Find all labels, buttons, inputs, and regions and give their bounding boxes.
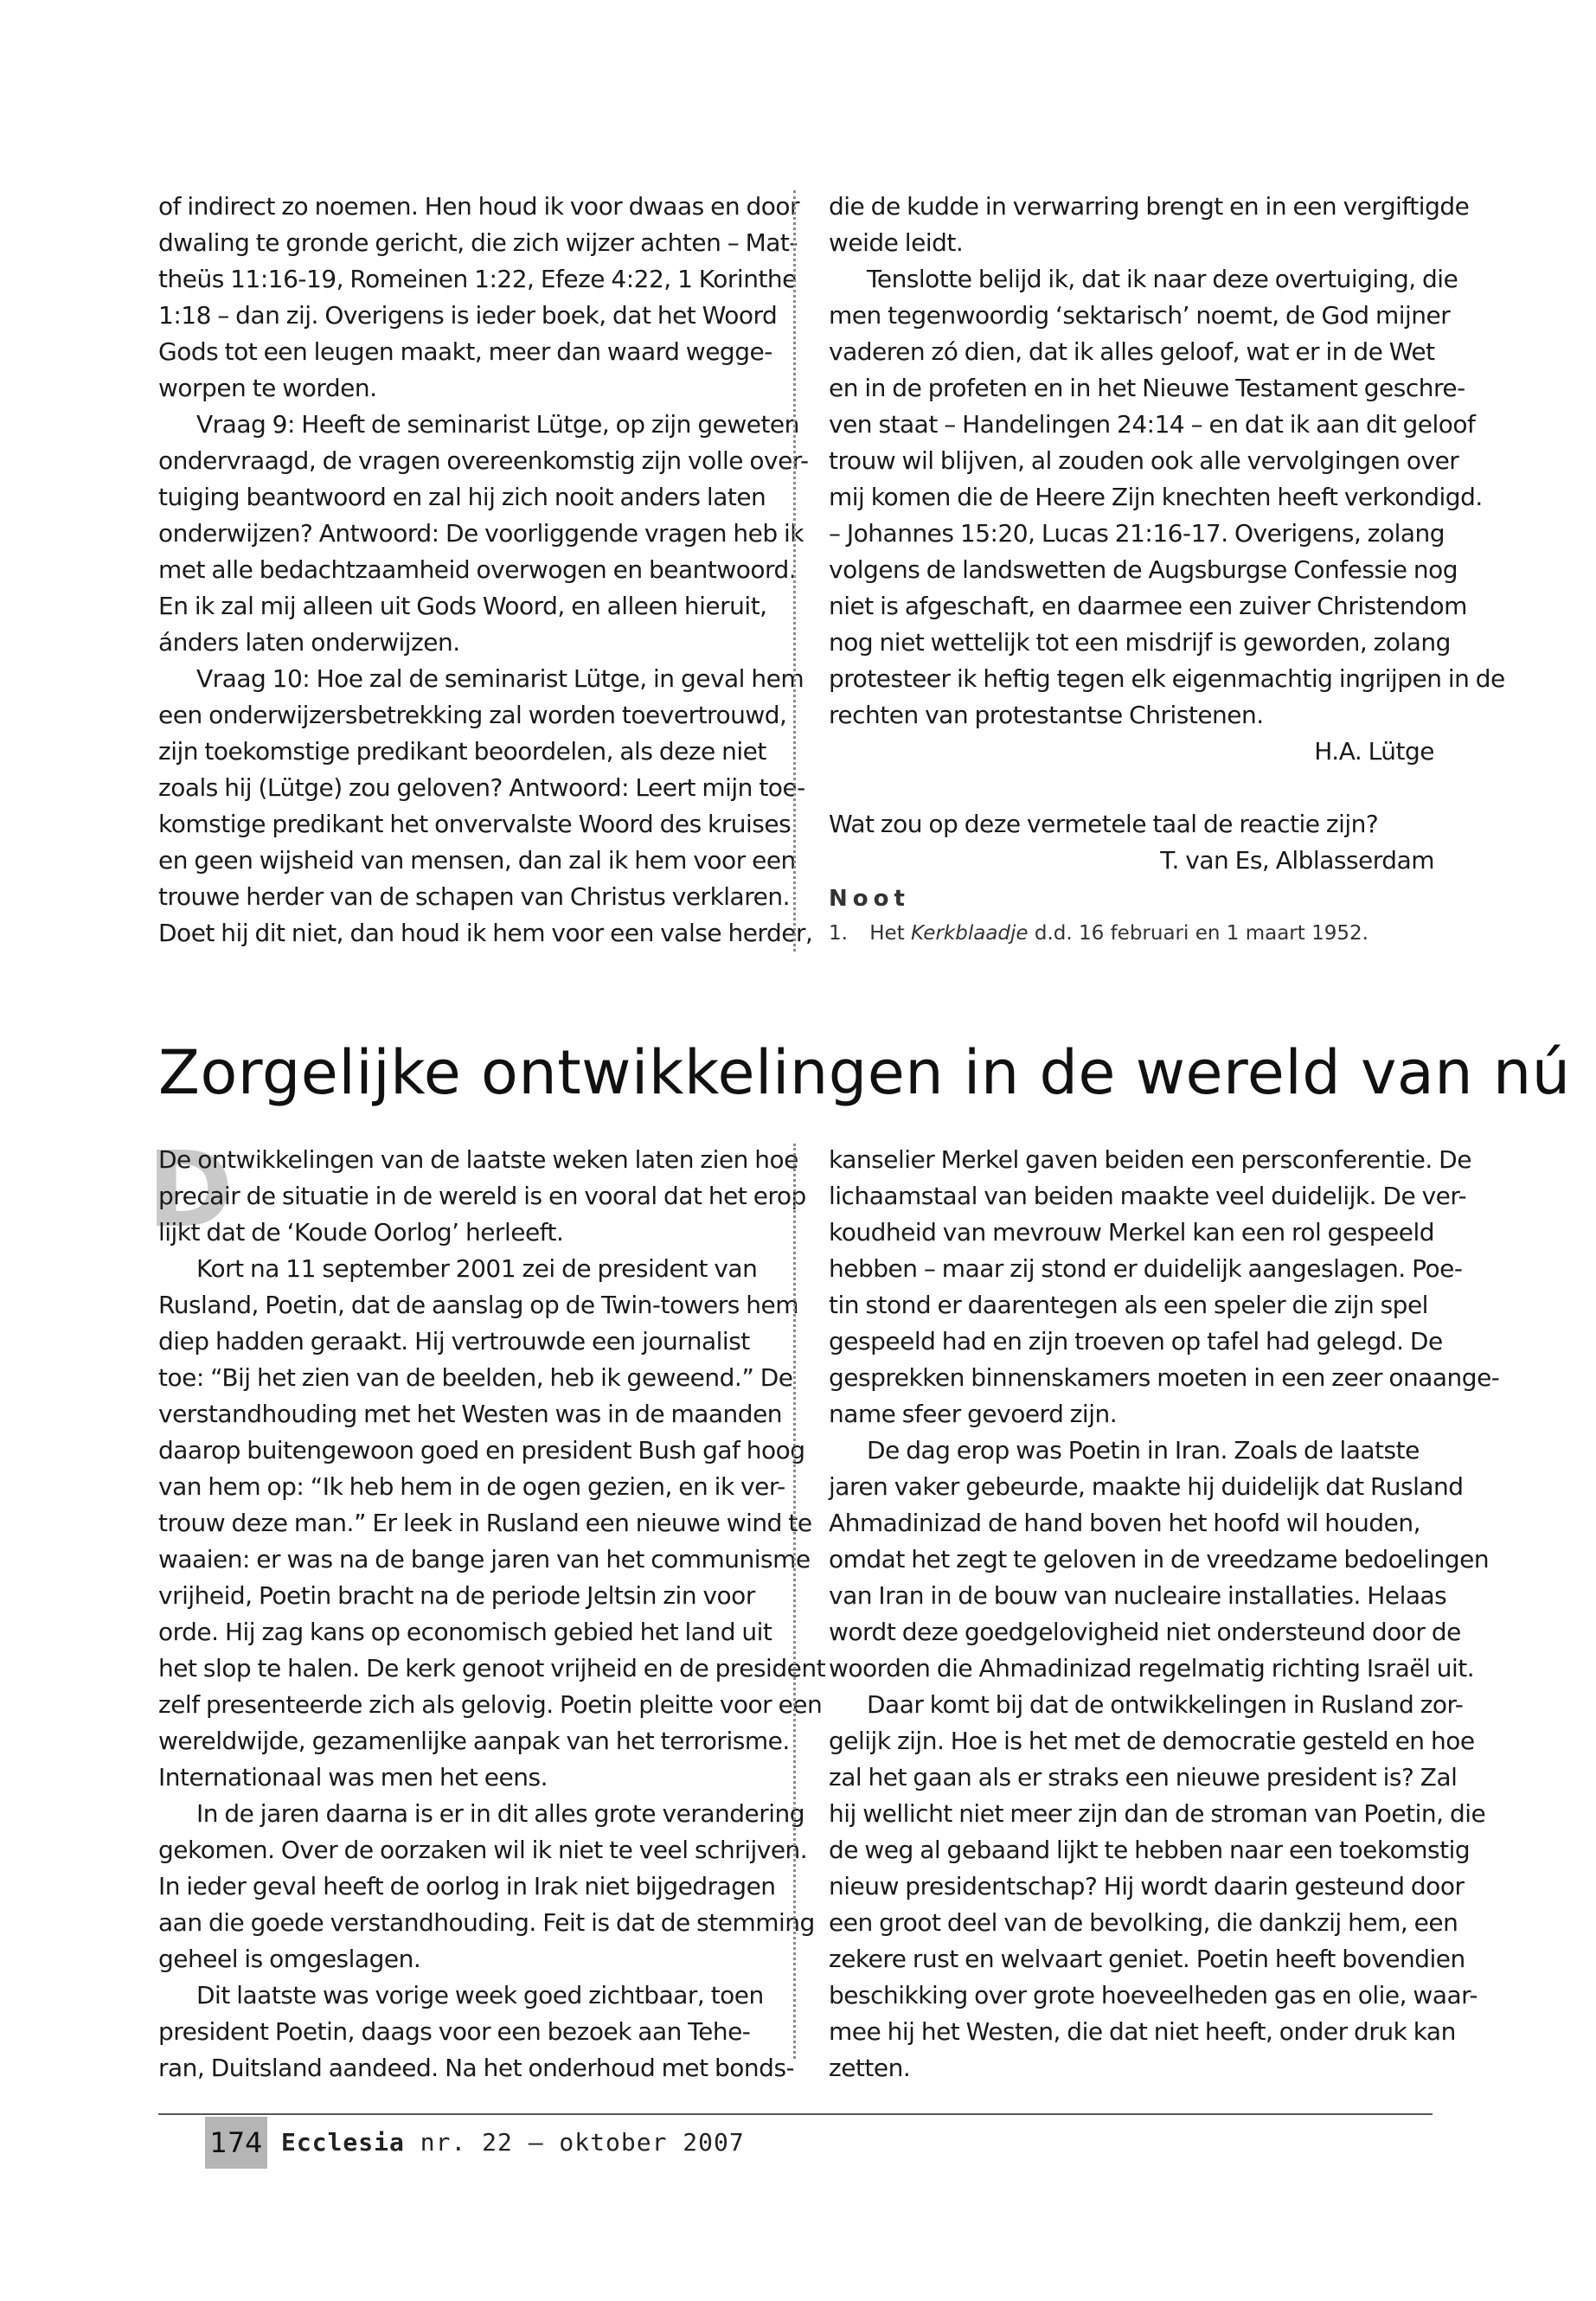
text-line: nog niet wettelijk tot een misdrijf is geworden, zolang — [829, 628, 1451, 657]
text-line: geheel is omgeslagen. — [158, 1945, 421, 1973]
text-line: zelf presenteerde zich als gelovig. Poetin pleitte voor een — [158, 1690, 823, 1719]
text-line: niet is afgeschaft, en daarmee een zuiver Christendom — [829, 592, 1467, 620]
text-line: rechten van protestantse Christenen. — [829, 701, 1264, 729]
text-line: het slop te halen. De kerk genoot vrijheid en de president — [158, 1654, 826, 1682]
text-line: Internationaal was men het eens. — [158, 1763, 548, 1791]
text-line: verstandhouding met het Westen was in de maanden — [158, 1400, 783, 1428]
text-line: met alle bedachtzaamheid overwogen en beantwoord. — [158, 555, 797, 584]
text-line: vrijheid, Poetin bracht na de periode Jeltsin zin voor — [158, 1581, 755, 1610]
text-line: lijkt dat de ‘Koude Oorlog’ herleeft. — [158, 1218, 564, 1247]
text-line: theüs 11:16-19, Romeinen 1:22, Efeze 4:22, 1 Korinthe — [158, 265, 797, 293]
text-line: mij komen die de Heere Zijn knechten heeft verkondigd. — [829, 483, 1483, 511]
text-line: van Iran in de bouw van nucleaire installaties. Helaas — [829, 1581, 1447, 1610]
text-line: dwaling te gronde gericht, die zich wijzer achten – Mat- — [158, 228, 798, 257]
text-line: lichaamstaal van beiden maakte veel duidelijk. De ver- — [829, 1182, 1467, 1210]
text-line: ran, Duitsland aandeed. Na het onderhoud met bonds- — [158, 2054, 795, 2082]
text-line: Tenslotte belijd ik, dat ik naar deze overtuiging, die — [867, 265, 1458, 293]
text-line: nieuw presidentschap? Hij wordt daarin gesteund door — [829, 1872, 1465, 1900]
text-line: onderwijzen? Antwoord: De voorliggende vragen heb ik — [158, 519, 804, 548]
text-line: vaderen zó dien, dat ik alles geloof, wat er in de Wet — [829, 337, 1435, 366]
text-line: Vraag 9: Heeft de seminarist Lütge, op zijn geweten — [196, 410, 799, 439]
footnote-prefix: Het — [869, 922, 912, 945]
text-line: trouw deze man.” Er leek in Rusland een nieuwe wind te — [158, 1509, 812, 1537]
text-line: volgens de landswetten de Augsburgse Confessie nog — [829, 555, 1458, 584]
text-line: trouwe herder van de schapen van Christus verklaren. — [158, 882, 790, 911]
text-line: tin stond er daarentegen als een speler die zijn spel — [829, 1291, 1428, 1319]
text-line: In ieder geval heeft de oorlog in Irak niet bijgedragen — [158, 1872, 776, 1900]
text-line: weide leidt. — [829, 228, 964, 257]
text-line: wordt deze goedgelovigheid niet ondersteund door de — [829, 1618, 1461, 1646]
text-line: komstige predikant het onvervalste Woord des kruises — [158, 810, 792, 838]
text-line: woorden die Ahmadinizad regelmatig richting Israël uit. — [829, 1654, 1475, 1682]
text-line: aan die goede verstandhouding. Feit is dat de stemming — [158, 1908, 815, 1937]
text-line: president Poetin, daags voor een bezoek aan Tehe- — [158, 2017, 751, 2046]
text-line: precair de situatie in de wereld is en vooral dat het erop — [158, 1182, 806, 1210]
text-line: kanselier Merkel gaven beiden een persconferentie. De — [829, 1145, 1471, 1174]
text-line: een groot deel van de bevolking, die dankzij hem, een — [829, 1908, 1458, 1937]
text-line: wereldwijde, gezamenlijke aanpak van het terrorisme. — [158, 1727, 790, 1755]
text-line: protesteer ik heftig tegen elk eigenmachtig ingrijpen in de — [829, 664, 1505, 693]
author-signature: H.A. Lütge — [1314, 737, 1434, 766]
journal-info — [281, 2127, 745, 2158]
text-line: En ik zal mij alleen uit Gods Woord, en alleen hieruit, — [158, 592, 767, 620]
text-line: ondervraagd, de vragen overeenkomstig zijn volle over- — [158, 446, 809, 475]
text-line: gespeeld had en zijn troeven op tafel had gelegd. De — [829, 1327, 1443, 1356]
article-column-bottom-left — [158, 1142, 826, 2086]
closing-question: Wat zou op deze vermetele taal de reactie zijn? — [829, 810, 1379, 838]
text-line: In de jaren daarna is er in dit alles grote verandering — [196, 1799, 805, 1828]
article-headline: Zorgelijke ontwikkelingen in de wereld van nú — [158, 1037, 1571, 1108]
text-line: beschikking over grote hoeveelheden gas en olie, waar- — [829, 1981, 1477, 2009]
drop-cap: D — [147, 1131, 234, 1251]
text-line: zal het gaan als er straks een nieuwe president is? Zal — [829, 1763, 1458, 1791]
footer-rule — [158, 2113, 1433, 2115]
text-line: en in de profeten en in het Nieuwe Testament geschre- — [829, 374, 1465, 402]
text-line: diep hadden geraakt. Hij vertrouwde een journalist — [158, 1327, 750, 1356]
text-line: die de kudde in verwarring brengt en in een vergiftigde — [829, 192, 1470, 221]
text-line: zetten. — [829, 2054, 911, 2082]
text-line: De dag erop was Poetin in Iran. Zoals de laatste — [867, 1436, 1420, 1465]
text-line: gesprekken binnenskamers moeten in een zeer onaange- — [829, 1363, 1500, 1392]
footnote-publication: Kerkblaadje — [911, 922, 1029, 945]
issue-info: nr. 22 — oktober 2007 — [420, 2128, 745, 2157]
text-line: De ontwikkelingen van de laatste weken laten zien hoe — [158, 1145, 798, 1174]
article-column-top-right — [829, 189, 1505, 879]
blank-line — [829, 770, 1434, 806]
text-line: toe: “Bij het zien van de beelden, heb ik geweend.” De — [158, 1363, 793, 1392]
text-line: 1:18 – dan zij. Overigens is ieder boek, dat het Woord — [158, 301, 778, 330]
column-divider — [793, 1144, 796, 2059]
text-line: mee hij het Westen, die dat niet heeft, onder druk kan — [829, 2017, 1456, 2046]
text-line: omdat het zegt te geloven in de vreedzame bedoelingen — [829, 1545, 1490, 1574]
footnote-suffix: d.d. 16 februari en 1 maart 1952. — [1028, 922, 1368, 945]
column-divider — [793, 190, 796, 952]
text-line: waaien: er was na de bange jaren van het communisme — [158, 1545, 811, 1574]
text-line: gelijk zijn. Hoe is het met de democratie gesteld en hoe — [829, 1727, 1475, 1755]
text-line: van hem op: “Ik heb hem in de ogen gezien, en ik ver- — [158, 1472, 785, 1501]
text-line: Vraag 10: Hoe zal de seminarist Lütge, in geval hem — [196, 664, 804, 693]
article-column-top-left — [158, 189, 813, 952]
footnote-number: 1. — [829, 922, 848, 945]
text-line: zoals hij (Lütge) zou geloven? Antwoord: Leert mijn toe- — [158, 773, 805, 802]
article-column-bottom-right — [829, 1142, 1500, 2086]
text-line: een onderwijzersbetrekking zal worden toevertrouwd, — [158, 701, 787, 729]
text-line: en geen wijsheid van mensen, dan zal ik hem voor een — [158, 846, 796, 875]
text-line: gekomen. Over de oorzaken wil ik niet te veel schrijven. — [158, 1836, 808, 1864]
text-line: Ahmadinizad de hand boven het hoofd wil houden, — [829, 1509, 1421, 1537]
text-line: – Johannes 15:20, Lucas 21:16-17. Overigens, zolang — [829, 519, 1445, 548]
footnote — [829, 922, 1368, 945]
text-line: jaren vaker gebeurde, maakte hij duidelijk dat Rusland — [829, 1472, 1464, 1501]
text-line: Gods tot een leugen maakt, meer dan waard wegge- — [158, 337, 772, 366]
text-line: zijn toekomstige predikant beoordelen, als deze niet — [158, 737, 766, 766]
text-line: ánders laten onderwijzen. — [158, 628, 460, 657]
text-line: tuiging beantwoord en zal hij zich nooit anders laten — [158, 483, 766, 511]
note-heading: Noot — [829, 886, 910, 912]
text-line: Doet hij dit niet, dan houd ik hem voor een valse herder, — [158, 919, 813, 947]
text-line: trouw wil blijven, al zouden ook alle vervolgingen over — [829, 446, 1459, 475]
text-line: daarop buitengewoon goed en president Bush gaf hoog — [158, 1436, 805, 1465]
page-number: 174 — [205, 2117, 267, 2169]
text-line: Kort na 11 september 2001 zei de president van — [196, 1254, 758, 1283]
text-line: orde. Hij zag kans op economisch gebied het land uit — [158, 1618, 772, 1646]
text-line: koudheid van mevrouw Merkel kan een rol gespeeld — [829, 1218, 1435, 1247]
text-line: worpen te worden. — [158, 374, 377, 402]
text-line: zekere rust en welvaart geniet. Poetin heeft bovendien — [829, 1945, 1465, 1973]
text-line: Daar komt bij dat de ontwikkelingen in Rusland zor- — [867, 1690, 1464, 1719]
text-line: Rusland, Poetin, dat de aanslag op de Twin-towers hem — [158, 1291, 798, 1319]
text-line: hij wellicht niet meer zijn dan de stroman van Poetin, die — [829, 1799, 1486, 1828]
text-line: name sfeer gevoerd zijn. — [829, 1400, 1118, 1428]
text-line: of indirect zo noemen. Hen houd ik voor dwaas en door — [158, 192, 800, 221]
text-line: Dit laatste was vorige week goed zichtbaar, toen — [196, 1981, 764, 2009]
journal-name: Ecclesia — [281, 2128, 405, 2157]
text-line: men tegenwoordig ‘sektarisch’ noemt, de God mijner — [829, 301, 1451, 330]
text-line: ven staat – Handelingen 24:14 – en dat ik aan dit geloof — [829, 410, 1476, 439]
contributor-name: T. van Es, Alblasserdam — [1160, 846, 1434, 875]
text-line: hebben – maar zij stond er duidelijk aangeslagen. Poe- — [829, 1254, 1463, 1283]
text-line: de weg al gebaand lijkt te hebben naar een toekomstig — [829, 1836, 1471, 1864]
